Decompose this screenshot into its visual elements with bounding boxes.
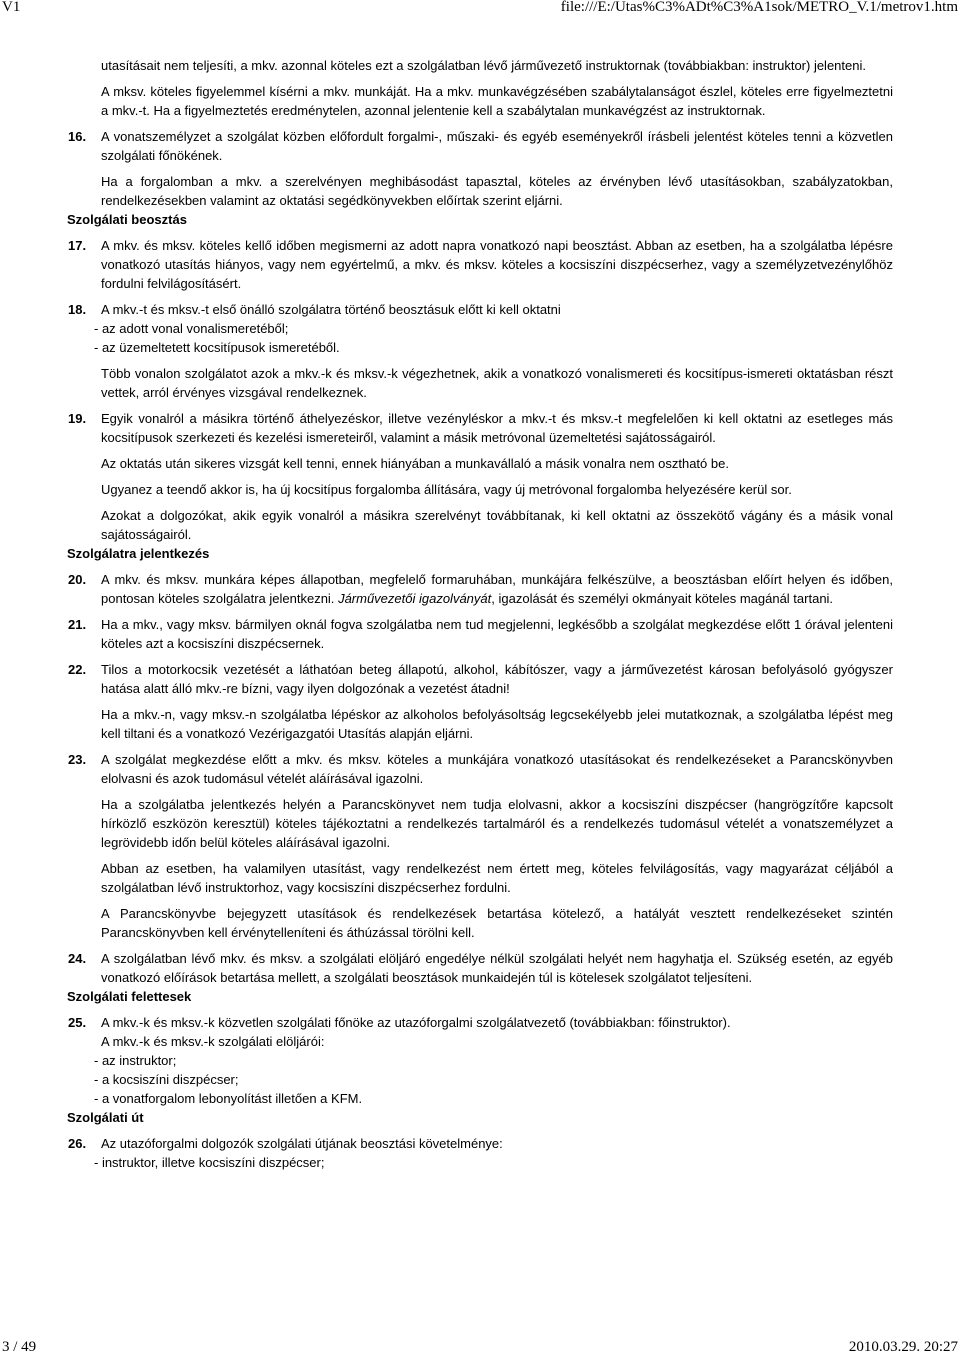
- numbered-item-18: [67, 300, 893, 402]
- browser-print-header: [0, 0, 960, 16]
- paragraph: A mkv.-t és mksv.-t első önálló szolgálatra történő beosztásuk előtt ki kell oktatni: [101, 302, 561, 317]
- list-line: - a kocsiszíni diszpécser;: [94, 1072, 239, 1087]
- paragraph: utasításait nem teljesíti, a mkv. azonnal köteles ezt a szolgálatban lévő járművezető instruktornak (továbbiakban: instruktor) jelenteni.: [101, 58, 866, 73]
- print-timestamp: 2010.03.29. 20:27: [848, 1339, 958, 1355]
- header-url: file:///E:/Utas%C3%ADt%C3%A1sok/METRO_V.1/metrov1.htm: [560, 0, 958, 15]
- item-number: 20.: [68, 572, 87, 587]
- paragraph: A mkv.-k és mksv.-k közvetlen szolgálati főnöke az utazóforgalmi szolgálatvezető (továbbiakban: főinstruktor).: [101, 1015, 731, 1030]
- browser-print-footer: [0, 1339, 960, 1357]
- item-number: 17.: [68, 238, 87, 253]
- paragraph: Az oktatás után sikeres vizsgát kell tenni, ennek hiányában a munkavállaló a másik vonalra nem osztható be.: [101, 456, 729, 471]
- page-counter: 3 / 49: [2, 1339, 37, 1355]
- item-number: 18.: [68, 302, 87, 317]
- paragraph: Több vonalon szolgálatot azok a mkv.-k és mksv.-k végezhetnek, akik a vonatkozó vonalismereti és kocsitípus-ismereti oktatásban részt vettek, arról érvényes vizsgával rendelkeznek.: [101, 366, 893, 400]
- section-heading: Szolgálatra jelentkezés: [67, 546, 210, 561]
- numbered-item-23: [67, 750, 893, 942]
- section-heading: Szolgálati felettesek: [67, 989, 192, 1004]
- list-line: - a vonatforgalom lebonyolítást illetően a KFM.: [94, 1091, 363, 1106]
- document-body: [67, 56, 893, 1172]
- numbered-item-24: [67, 949, 893, 987]
- item-number: 19.: [68, 411, 87, 426]
- paragraph: A szolgálat megkezdése előtt a mkv. és mksv. köteles a munkájára vonatkozó utasításokat és rendelkezéseket a Parancskönyvben elolvasni és azok tudomásul vételét aláírásával igazolni.: [101, 752, 893, 786]
- list-line: - az instruktor;: [94, 1053, 177, 1068]
- paragraph: Ha a mkv., vagy mksv. bármilyen oknál fogva szolgálatba nem tud megjelenni, legkésőbb a szolgálat megkezdése előtt 1 órával jelenteni köteles azt a kocsiszíni diszpécsernek.: [101, 617, 893, 651]
- item-number: 21.: [68, 617, 87, 632]
- list-line: - instruktor, illetve kocsiszíni diszpécser;: [94, 1155, 325, 1170]
- paragraph-text: A mkv. és mksv. munkára képes állapotban, megfelelő formaruhában, munkájára felkészülve, a beosztásban előírt helyen és időben, pontosan köteles szolgálatra jelentkezni.: [101, 572, 893, 606]
- paragraph-text: , igazolását és személyi okmányait köteles magánál tartani.: [491, 591, 834, 606]
- paragraph: Azokat a dolgozókat, akik egyik vonalról a másikra szerelvényt továbbítanak, ki kell oktatni az összekötő vágány és a másik vonal sajátosságairól.: [101, 508, 893, 542]
- section-heading: Szolgálati beosztás: [67, 212, 187, 227]
- paragraph: Egyik vonalról a másikra történő áthelyezéskor, illetve vezényléskor a mkv.-t és mksv.-t megfelelően ki kell oktatni az esetleges más kocsitípusok szerkezeti és kezelési ismereteiről, valamint a másik metróvonal üzemeltetési sajátosságairól.: [101, 411, 893, 445]
- paragraph: Tilos a motorkocsik vezetését a láthatóan beteg állapotú, alkohol, kábítószer, vagy a járművezetést károsan befolyásoló gyógyszer hatása alatt álló mkv.-re bízni, vagy ilyen dolgozónak a vezetést átadni!: [101, 662, 893, 696]
- paragraph: [101, 570, 893, 608]
- paragraph: Ha a forgalomban a mkv. a szerelvényen meghibásodást tapasztal, köteles az érvényben lévő utasításokban, szabályzatokban, rendelkezésekben valamint az oktatási segédkönyvekben előírtak szerint eljárni.: [101, 174, 893, 208]
- item-number: 25.: [68, 1015, 87, 1030]
- paragraph: A vonatszemélyzet a szolgálat közben előfordult forgalmi-, műszaki- és egyéb eseményekről írásbeli jelentést köteles tenni a közvetlen szolgálati főnökének.: [101, 129, 893, 163]
- paragraph: A mkv. és mksv. köteles kellő időben megismerni az adott napra vonatkozó napi beosztást. Abban az esetben, ha a szolgálatba lépésre vonatkozó utasítás hiányos, vagy nem egyértelmű, a mkv. és mksv. köteles a kocsiszíni diszpécserhez, vagy a személyzetvezénylőhöz fordulni felvilágosításért.: [101, 238, 893, 291]
- header-title: V1: [2, 0, 21, 15]
- item-number: 24.: [68, 951, 87, 966]
- paragraph: A mkv.-k és mksv.-k szolgálati elöljárói:: [101, 1034, 325, 1049]
- list-line: - az adott vonal vonalismeretéből;: [94, 321, 289, 336]
- paragraph: A mksv. köteles figyelemmel kísérni a mkv. munkáját. Ha a mkv. munkavégzésében szabálytalanságot észlel, köteles erre figyelmeztetni a mkv.-t. Ha a figyelmeztetés eredménytelen, azonnal jelentenie kell a szabálytalan munkavégzést az instruktornak.: [101, 84, 893, 118]
- paragraph: A szolgálatban lévő mkv. és mksv. a szolgálati elöljáró engedélye nélkül szolgálati helyét nem hagyhatja el. Szükség esetén, az egyéb vonatkozó előírások betartása mellett, a szolgálati beosztások munkaidején túl is kötelesek szolgálatot teljesíteni.: [101, 951, 893, 985]
- numbered-item-17: [67, 236, 893, 293]
- item-number: 16.: [68, 129, 87, 144]
- item-number: 22.: [68, 662, 87, 677]
- numbered-item-26: [67, 1134, 893, 1172]
- list-line: - az üzemeltetett kocsitípusok ismeretéből.: [94, 340, 340, 355]
- numbered-item-22: [67, 660, 893, 743]
- paragraph: Abban az esetben, ha valamilyen utasítást, vagy rendelkezést nem értett meg, köteles felvilágosítás, vagy magyarázat céljából a szolgálatban lévő instruktorhoz, vagy kocsiszíni diszpécserhez fordulni.: [101, 861, 893, 895]
- numbered-item-16: [67, 127, 893, 210]
- item-number: 23.: [68, 752, 87, 767]
- paragraph: Az utazóforgalmi dolgozók szolgálati útjának beosztási követelménye:: [101, 1136, 503, 1151]
- item-number: 26.: [68, 1136, 87, 1151]
- italic-text: Járművezetői igazolványát: [338, 591, 492, 606]
- numbered-item-21: [67, 615, 893, 653]
- paragraph: Ugyanez a teendő akkor is, ha új kocsitípus forgalomba állítására, vagy új metróvonal forgalomba helyezésére kerül sor.: [101, 482, 792, 497]
- numbered-item-19: [67, 409, 893, 544]
- paragraph: Ha a mkv.-n, vagy mksv.-n szolgálatba lépéskor az alkoholos befolyásoltság legcsekélyebb jelei mutatkoznak, a szolgálatba lépést meg kell tiltani és a vonatkozó Vezérigazgatói Utasítás alapján eljárni.: [101, 707, 893, 741]
- section-heading: Szolgálati út: [67, 1110, 144, 1125]
- paragraph: Ha a szolgálatba jelentkezés helyén a Parancskönyvet nem tudja elolvasni, akkor a kocsiszíni diszpécser (hangrögzítőre kapcsolt hírközlő eszközön keresztül) köteles tájékoztatni a rendelkezés tartalmáról és a rendelkezés tudomásul vételét a vonatszemélyzet a legrövidebb időn belül köteles aláírásával igazolni.: [101, 797, 893, 850]
- paragraph: A Parancskönyvbe bejegyzett utasítások és rendelkezések betartása kötelező, a hatályát vesztett rendelkezéseket szintén Parancskönyvben kell érvénytelleníteni és áthúzással törölni kell.: [101, 906, 893, 940]
- numbered-item-20: [67, 570, 893, 608]
- numbered-item-25: [67, 1013, 893, 1108]
